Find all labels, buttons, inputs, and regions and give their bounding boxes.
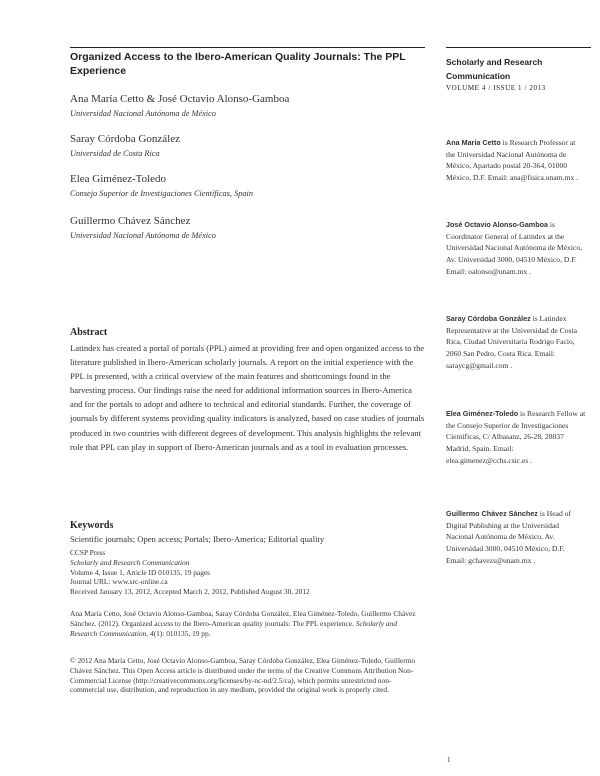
page-number: 1: [447, 756, 451, 764]
author-block-3: [70, 172, 430, 200]
journal-url: Journal URL: www.src-online.ca: [70, 577, 168, 587]
bio-text: is Head of Digital Publishing at the Universidad Nacional Autónoma de México, Av. Universidad 3000, 04510 México, D.F. Email: gchavezs@unam.mx .: [446, 509, 571, 565]
publisher: CCSP Press: [70, 548, 106, 557]
sidebar-top-rule: [446, 47, 591, 48]
bio-text: is Research Professor at the Universidad Nacional Autónoma de México, Apartado postal 20-364, 01000 México, D.F. Email: ana@fisica.unam.mx .: [446, 138, 579, 183]
author-name: Saray Córdoba González: [70, 133, 180, 145]
bio-name: Elea Giménez-Toledo: [446, 409, 519, 418]
bio-name: Ana María Cetto: [446, 138, 501, 147]
title-top-rule: [70, 47, 425, 48]
bio-name: Guillermo Chávez Sánchez: [446, 509, 538, 518]
author-block-1: [70, 92, 430, 120]
citation-text: Ana María Cetto, José Octavio Alonso-Gamboa, Saray Córdoba González, Elea Giménez-Toledo, Guillermo Chávez Sánchez. (2012). Organized access to the Ibero-American quality journals: The PPL experience.: [70, 609, 416, 628]
bio-name: José Octavio Alonso-Gamboa: [446, 220, 548, 229]
author-name: Elea Giménez-Toledo: [70, 173, 167, 185]
author-affiliation: Universidad Nacional Autónoma de México: [70, 109, 216, 118]
bio-text: is Latindex Representative at the Universidad de Costa Rica, Ciudad Universitaria Rodrigo Facio, 2060 San Pedro, Costa Rica. Email: saraycg@gmail.com .: [446, 314, 577, 370]
bio-1: [446, 137, 586, 184]
citation: [70, 609, 420, 638]
bio-4: [446, 408, 586, 467]
abstract-heading: Abstract: [70, 327, 108, 338]
author-name: Ana María Cetto & José Octavio Alonso-Gamboa: [70, 93, 290, 105]
journal-volume-issue: VOLUME 4 / ISSUE 1 / 2013: [446, 84, 546, 92]
author-block-2: [70, 132, 430, 160]
journal-italic: Scholarly and Research Communication: [70, 557, 190, 567]
keywords-text: Scientific journals; Open access; Portals; Ibero-America; Editorial quality: [70, 534, 325, 544]
bio-text: is Coordinator General of Latindex at the Universidad Nacional Autónoma de México, Av. Universidad 3000, 04510 México, D.F. Email: oalonso@unam.mx .: [446, 220, 583, 276]
bio-5: [446, 508, 586, 567]
author-name: Guillermo Chávez Sánchez: [70, 215, 191, 227]
bio-3: [446, 313, 586, 372]
author-block-4: [70, 214, 430, 242]
author-affiliation: Universidad Nacional Autónoma de México: [70, 231, 216, 240]
abstract-text: Latindex has created a portal of portals (PPL) aimed at providing free and open organized access to the literature published in Ibero-American scholarly journals. A report on the initial experience with the PPL is presented, with a critical overview of the main features and shortcomings found in the harvesting process. Our findings raise the need for additional information sources in Ibero-America and for the portals to adopt and adhere to technical and editorial standards. Further, the coverage of journals by different systems providing quality indicators is analyzed, based on case studies of journals produced in two countries with different degrees of development. This analysis highlights the relevant role that PPL can play in support of Ibero-American journals and as a tool in evaluation processes.: [70, 343, 425, 452]
article-id: Volume 4, Issue 1, Article ID 010135, 19 pages: [70, 567, 211, 577]
keywords-heading: Keywords: [70, 520, 114, 531]
bio-name: Saray Córdoba González: [446, 314, 531, 323]
bio-2: [446, 219, 586, 278]
journal-name: Scholarly and Research Communication: [446, 57, 543, 81]
bio-text: is Research Fellow at the Consejo Superior de Investigaciones Científicas, C/ Albasanz, 26-28, 28037 Madrid, Spain. Email: elea.gimenez@cchs.csic.es .: [446, 409, 586, 465]
citation-pages: (1): 010135, 19 pp.: [153, 628, 211, 638]
citation-journal: Scholarly and Research Communication, 4: [70, 618, 398, 638]
article-title: Organized Access to the Ibero-American Quality Journals: The PPL Experience: [70, 51, 406, 77]
publication-dates: Received January 13, 2012, Accepted March 2, 2012, Published August 30, 2012: [70, 587, 310, 597]
author-affiliation: Consejo Superior de Investigaciones Científicas, Spain: [70, 189, 253, 198]
publication-meta: [70, 548, 430, 597]
author-affiliation: Universidad de Costa Rica: [70, 149, 160, 158]
copyright-notice: © 2012 Ana María Cetto, José Octavio Alonso-Gamboa, Saray Córdoba González, Elea Giménez-Toledo, Guillermo Chávez Sánchez. This Open Access article is distributed under the terms of the Creative Commons Attribution Non-Commercial License (http://creativecommons.org/licenses/by-nc-nd/2.5/ca), which permits unrestricted non-commercial use, distribution, and reproduction in any medium, provided the original work is properly cited.: [70, 656, 416, 695]
